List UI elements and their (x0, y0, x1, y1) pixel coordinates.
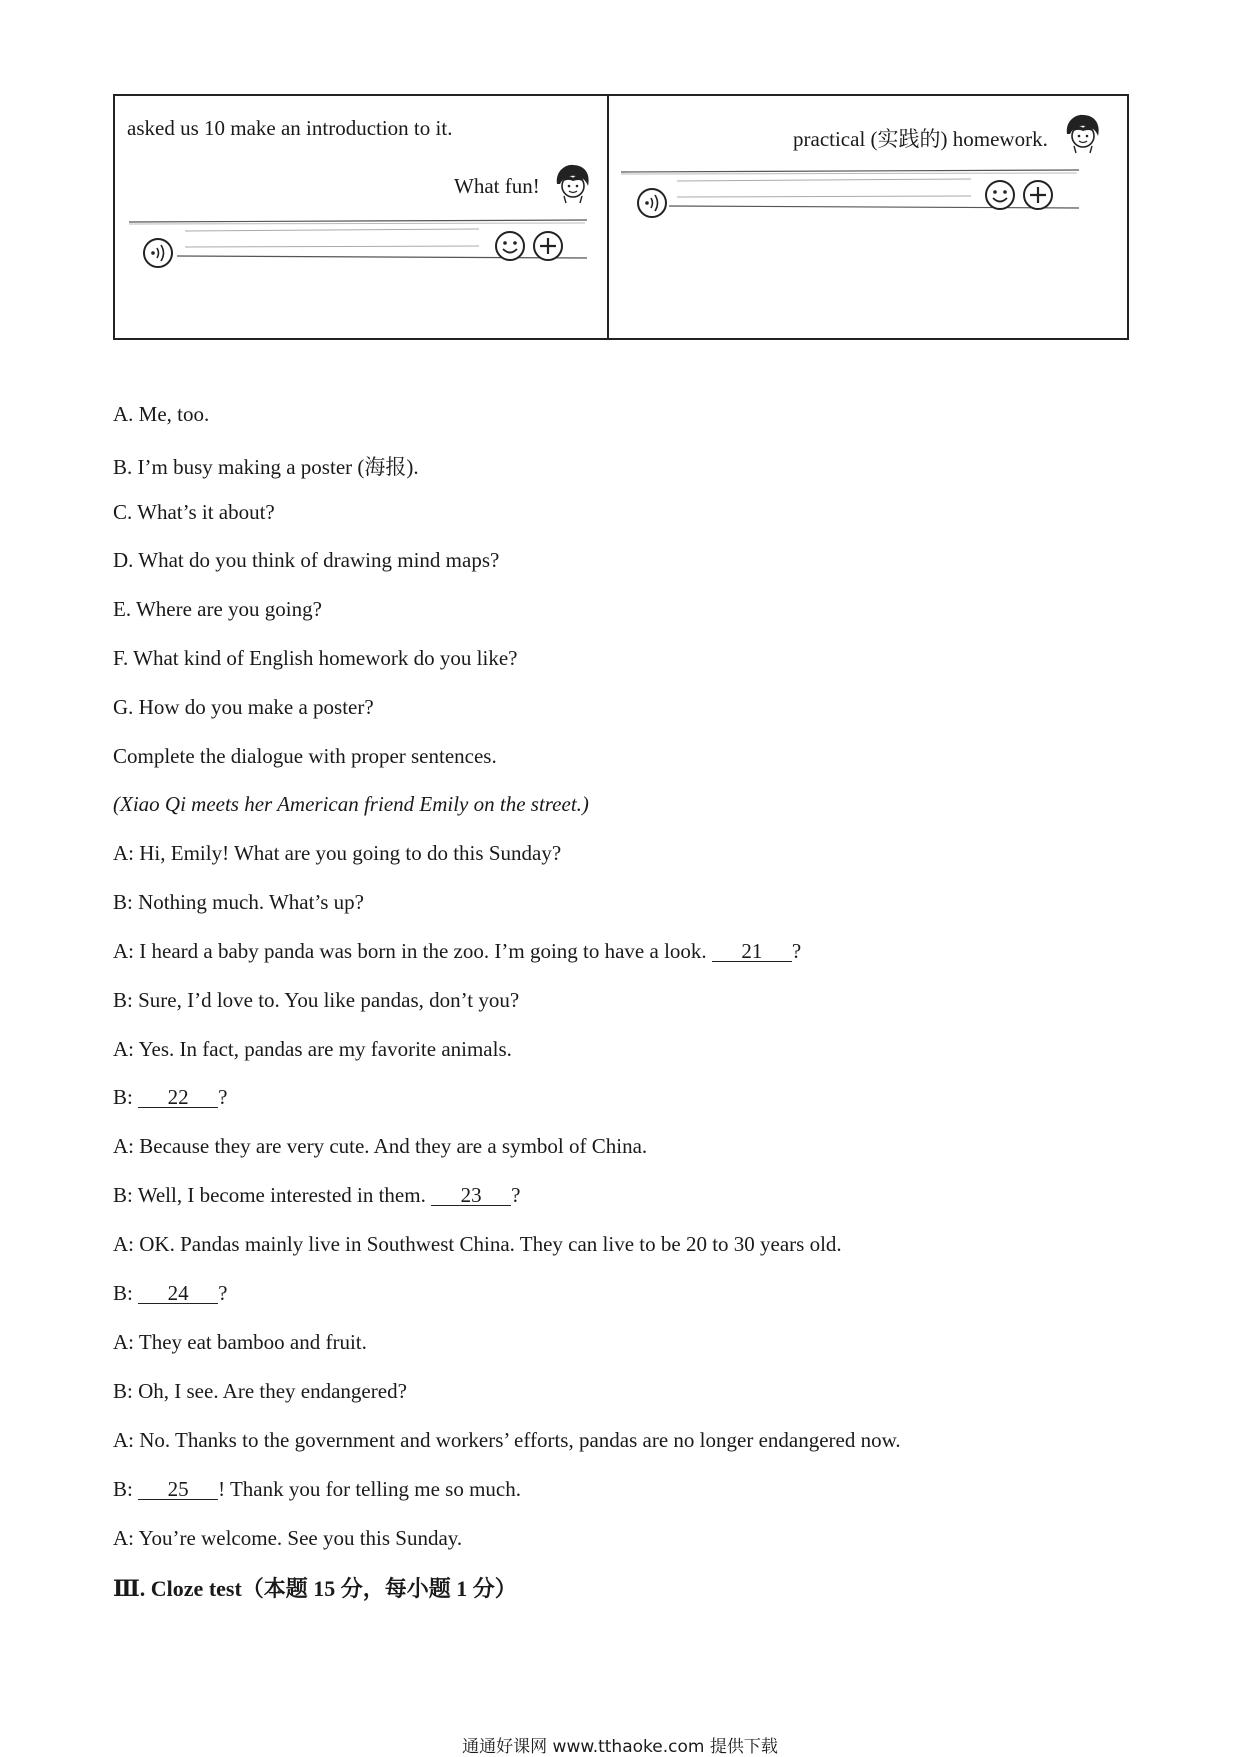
dialogue-line (113, 1281, 227, 1306)
instruction-text: Complete the dialogue with proper sentences. (113, 744, 497, 768)
dialogue-line: B: Oh, I see. Are they endangered? (113, 1379, 407, 1403)
option-a: A. Me, too. (113, 402, 210, 426)
dialogue-line: A: Because they are very cute. And they are a symbol of China. (113, 1134, 648, 1158)
dialogue-line: A: Yes. In fact, pandas are my favorite animals. (113, 1037, 512, 1061)
chat-message: practical (实践的) homework. (793, 127, 1048, 151)
blank-21[interactable]: 21 (712, 941, 792, 962)
dialogue-line (113, 939, 801, 964)
dialogue-text: A: I heard a baby panda was born in the zoo. I’m going to have a look. (113, 939, 712, 963)
chat-message: What fun! (454, 174, 540, 198)
dialogue-text: ? (218, 1085, 228, 1109)
blank-24[interactable]: 24 (138, 1283, 218, 1304)
plus-icon[interactable] (1021, 178, 1055, 212)
dialogue-text: B: (113, 1281, 139, 1305)
scene-description: (Xiao Qi meets her American friend Emily on the street.) (113, 792, 589, 816)
smiley-icon[interactable] (493, 229, 527, 263)
dialogue-text: ? (218, 1281, 228, 1305)
dialogue-line: A: OK. Pandas mainly live in Southwest China. They can live to be 20 to 30 years old. (113, 1232, 842, 1256)
blank-25[interactable]: 25 (138, 1479, 218, 1500)
dialogue-line (113, 1477, 521, 1502)
option-e: E. Where are you going? (113, 597, 322, 621)
chat-panel-right (609, 96, 1127, 338)
dialogue-line (113, 1183, 520, 1208)
dialogue-text: ! Thank you for telling me so much. (218, 1477, 521, 1501)
dialogue-line: A: No. Thanks to the government and workers’ efforts, pandas are no longer endangered now. (113, 1428, 901, 1452)
dialogue-line: A: They eat bamboo and fruit. (113, 1330, 367, 1354)
blank-23[interactable]: 23 (431, 1185, 511, 1206)
option-b: B. I’m busy making a poster (海报). (113, 455, 419, 479)
dialogue-line (113, 1085, 227, 1110)
option-g: G. How do you make a poster? (113, 695, 374, 719)
page-footer: 通通好课网 www.tthaoke.com 提供下载 (462, 1737, 778, 1757)
option-d: D. What do you think of drawing mind maps? (113, 548, 500, 572)
chat-panel-left (115, 96, 609, 338)
dialogue-line: A: You’re welcome. See you this Sunday. (113, 1526, 463, 1550)
chat-message: asked us 10 make an introduction to it. (127, 116, 453, 140)
voice-icon[interactable] (635, 186, 669, 220)
girl-avatar-icon (551, 162, 593, 204)
plus-icon[interactable] (531, 229, 565, 263)
option-c: C. What’s it about? (113, 500, 275, 524)
dialogue-line: B: Sure, I’d love to. You like pandas, don’t you? (113, 988, 520, 1012)
option-f: F. What kind of English homework do you like? (113, 646, 518, 670)
dialogue-line: B: Nothing much. What’s up? (113, 890, 365, 914)
dialogue-text: B: (113, 1085, 139, 1109)
chat-screenshot-table (113, 94, 1129, 340)
dialogue-text: ? (511, 1183, 521, 1207)
dialogue-text: B: (113, 1477, 139, 1501)
blank-22[interactable]: 22 (138, 1087, 218, 1108)
section-heading: Ⅲ. Cloze test（本题 15 分，每小题 1 分） (113, 1576, 517, 1601)
girl-avatar-icon (1061, 112, 1103, 154)
dialogue-text: B: Well, I become interested in them. (113, 1183, 432, 1207)
smiley-icon[interactable] (983, 178, 1017, 212)
dialogue-line: A: Hi, Emily! What are you going to do this Sunday? (113, 841, 562, 865)
voice-icon[interactable] (141, 236, 175, 270)
dialogue-text: ? (791, 939, 802, 963)
